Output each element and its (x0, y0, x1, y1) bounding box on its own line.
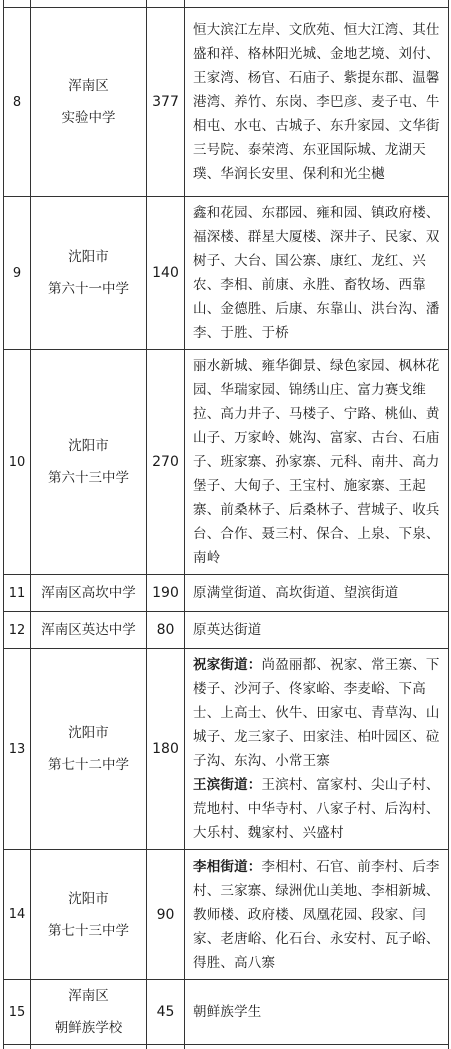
street-villages: 尚盈丽都、祝家、常王寨、下楼子、沙河子、佟家峪、李麦峪、下高士、上高士、伙牛、田家屯、青草沟、山城子、龙三家子、田家洼、柏叶园区、砬子沟、东沟、小常王寨 (193, 657, 440, 769)
school-name-cell (31, 350, 147, 575)
school-name-line-2: 第七十二中学 (31, 749, 146, 781)
catchment-area-cell (185, 649, 449, 850)
catchment-area-cell: 丽水新城、雍华御景、绿色家园、枫林花园、华瑞家园、锦绣山庄、富力赛戈维拉、高力井子、马楼子、宁路、桃仙、黄山子、万家岭、姚沟、富家、古台、石庙子、班家寨、孙家寨、元科、南井、高力堡子、大甸子、王宝村、施家寨、王起寨、前桑林子、后桑林子、营城子、收兵台、合作、聂三村、保合、上泉、下泉、南岭 (185, 350, 449, 575)
catchment-area-cell: 鑫和花园、东郡园、雍和园、镇政府楼、福深楼、群星大厦楼、深井子、民家、双树子、大台、国公寨、康红、龙红、兴农、李相、前康、永胜、畜牧场、西靠山、金德胜、后康、东靠山、洪台沟、潘李、于胜、于桥 (185, 197, 449, 350)
row-number-cell: 9 (4, 197, 31, 350)
table-row (4, 612, 449, 649)
school-name-line-1: 沈阳市 (31, 241, 146, 273)
row-number-cell: 14 (4, 850, 31, 980)
school-name-cell (31, 850, 147, 980)
school-name-line-2: 第六十三中学 (31, 462, 146, 494)
school-name-line-2: 第六十一中学 (31, 273, 146, 305)
row-number-cell: 15 (4, 980, 31, 1045)
school-district-table (3, 0, 449, 1049)
row-number-cell (4, 0, 31, 8)
school-name-cell (31, 197, 147, 350)
catchment-area-cell: 朝鲜族学生 (185, 980, 449, 1045)
school-name-line-2: 朝鲜族学校 (31, 1012, 146, 1044)
table-row (4, 649, 449, 850)
school-name-cell (31, 0, 147, 8)
school-name-cell (31, 980, 147, 1045)
school-name-line-1: 浑南区 (31, 980, 146, 1012)
enrollment-count-cell: 377 (147, 8, 185, 197)
row-number-cell: 11 (4, 575, 31, 612)
street-heading: 祝家街道： (193, 657, 262, 673)
street-villages: 王滨村、富家村、尖山子村、荒地村、中华寺村、八家子村、后沟村、大乐村、魏家村、兴盛村 (193, 777, 440, 841)
enrollment-count-cell: 190 (147, 575, 185, 612)
row-number-cell: 10 (4, 350, 31, 575)
catchment-area-cell: 原满堂街道、高坎街道、望滨街道 (185, 575, 449, 612)
school-name-cell (31, 1045, 147, 1049)
school-name-cell (31, 8, 147, 197)
enrollment-count-cell: 180 (147, 649, 185, 850)
school-name-cell: 浑南区英达中学 (31, 612, 147, 649)
row-number-cell: 13 (4, 649, 31, 850)
table-row (4, 1045, 449, 1049)
street-villages: 李相村、石官、前李村、后李村、三家寨、绿洲优山美地、李相新城、教师楼、政府楼、凤凰花园、段家、闫家、老唐峪、化石台、永安村、瓦子峪、得胜、高八寨 (193, 859, 440, 971)
table-row (4, 850, 449, 980)
street-heading: 王滨街道： (193, 777, 262, 793)
enrollment-count-cell (147, 1045, 185, 1049)
catchment-area-cell (185, 850, 449, 980)
street-heading: 李相街道： (193, 859, 262, 875)
enrollment-count-cell: 140 (147, 197, 185, 350)
school-name-line-1: 沈阳市 (31, 883, 146, 915)
catchment-area-cell (185, 1045, 449, 1049)
catchment-area-cell: 恒大滨江左岸、文欣苑、恒大江湾、其仕盛和祥、格林阳光城、金地艺境、刘付、王家湾、杨官、石庙子、紫提东郡、温馨港湾、养竹、东岗、李巴彦、麦子屯、牛相屯、水屯、古城子、东升家园、文华街三号院、泰荣湾、东亚国际城、龙湖天璞、华润长安里、保利和光尘樾 (185, 8, 449, 197)
row-number-cell: 12 (4, 612, 31, 649)
school-name-line-2: 实验中学 (31, 102, 146, 134)
table-row (4, 8, 449, 197)
school-name-cell: 浑南区高坎中学 (31, 575, 147, 612)
enrollment-count-cell: 80 (147, 612, 185, 649)
catchment-area-cell (185, 0, 449, 8)
table-row (4, 350, 449, 575)
table-row (4, 197, 449, 350)
enrollment-count-cell: 90 (147, 850, 185, 980)
school-name-line-1: 沈阳市 (31, 430, 146, 462)
enrollment-count-cell (147, 0, 185, 8)
school-name-line-1: 浑南区 (31, 70, 146, 102)
enrollment-count-cell: 45 (147, 980, 185, 1045)
catchment-area-cell: 原英达街道 (185, 612, 449, 649)
school-name-line-2: 第七十三中学 (31, 915, 146, 947)
school-name-line-1: 沈阳市 (31, 717, 146, 749)
table-row (4, 575, 449, 612)
row-number-cell (4, 1045, 31, 1049)
table-row (4, 980, 449, 1045)
row-number-cell: 8 (4, 8, 31, 197)
table-row (4, 0, 449, 8)
enrollment-count-cell: 270 (147, 350, 185, 575)
school-name-cell (31, 649, 147, 850)
